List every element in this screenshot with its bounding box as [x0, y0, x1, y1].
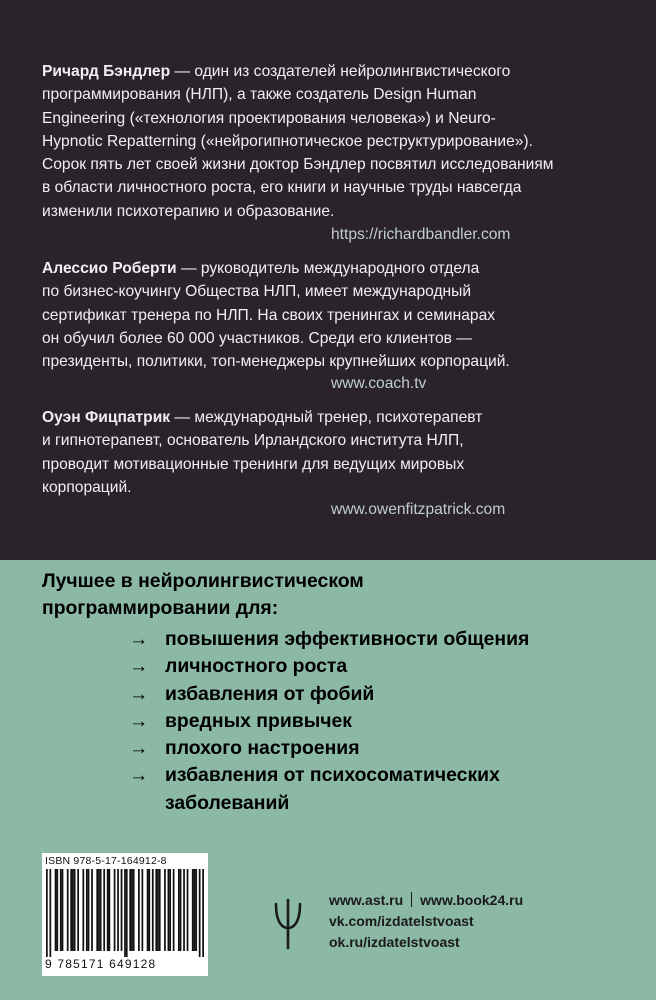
bandler-url[interactable]: https://richardbandler.com: [331, 226, 511, 243]
barcode-bar: [107, 869, 109, 951]
barcode-bar: [67, 869, 69, 951]
arrow-right-icon: →: [129, 764, 149, 787]
bio-fitzpatrick: Оуэн Фицпатрик — международный тренер, психотерапевт и гипнотерапевт, основатель Ирландского института НЛП, проводит мотивационные тренинги для ведущих мировых корпораций.: [42, 409, 483, 496]
barcode-bar: [155, 869, 157, 951]
list-item: → плохого настроения: [129, 735, 529, 762]
barcode-bar: [148, 869, 150, 951]
barcode-bar: [180, 869, 182, 951]
barcode-bar: [126, 869, 128, 957]
roberti-url[interactable]: www.coach.tv: [331, 375, 427, 392]
barcode-bar: [199, 869, 201, 957]
barcode-bar: [46, 869, 48, 957]
vk-link[interactable]: vk.com/izdatelstvoast: [329, 913, 474, 929]
isbn-label: ISBN 978-5-17-164912-8: [45, 855, 167, 867]
barcode-bar: [138, 869, 140, 951]
author-name: Ричард Бэндлер: [42, 63, 171, 80]
barcode-digits: 9 785171 649128: [45, 957, 157, 971]
benefits-lead: Лучшее в нейролингвистическом программировании для:: [42, 570, 364, 619]
barcode-bar: [62, 869, 64, 951]
barcode-bar: [86, 869, 88, 951]
barcode-bar: [133, 869, 135, 951]
list-item-continuation: заболеваний: [165, 791, 290, 814]
ok-link[interactable]: ok.ru/izdatelstvoast: [329, 934, 460, 950]
book24-link[interactable]: www.book24.ru: [420, 892, 524, 908]
author-name: Оуэн Фицпатрик: [42, 409, 171, 426]
barcode-bar: [74, 869, 76, 951]
barcode-bar: [124, 869, 126, 957]
arrow-right-icon: →: [129, 628, 149, 650]
barcode-bar: [100, 869, 102, 951]
barcode-bar: [131, 869, 133, 951]
barcode-bar: [56, 869, 58, 951]
barcode-bar: [168, 869, 170, 951]
barcode-bar: [141, 869, 143, 951]
barcode-bar: [91, 869, 93, 951]
arrow-right-icon: →: [129, 737, 149, 760]
arrow-right-icon: →: [129, 655, 149, 678]
barcode-bar: [60, 869, 62, 951]
barcode-bar: [103, 869, 105, 951]
barcode-bar: [117, 869, 119, 951]
barcode-bar: [159, 869, 161, 951]
barcode-bar: [178, 869, 180, 951]
barcode-bar: [152, 869, 154, 951]
list-item: → избавления от фобий: [129, 681, 529, 708]
arrow-right-icon: →: [129, 682, 149, 705]
barcode-bar: [195, 869, 197, 951]
barcode-bar: [72, 869, 74, 951]
benefits-list: [129, 626, 529, 817]
link-divider: [411, 892, 412, 907]
barcode-bar: [194, 869, 196, 951]
bio-bandler: Ричард Бэндлер — один из создателей нейролингвистического программирования (НЛП), а также создатель Design Human Engineering («технология проектирования человека») и Neuro- Hypnotic Repatterning («нейрогипнотическое реструктурирование»). Сорок пять лет своей жизни доктор Бэндлер посвятил исследованиям в области личностного роста, его книги и научные труды навсегда изменили психотерапию и образование.: [42, 63, 554, 220]
barcode-bar: [202, 869, 204, 957]
author-name: Алессио Роберти: [42, 260, 177, 277]
barcode-bar: [96, 869, 98, 951]
bio-roberti: Алессио Роберти — руководитель международного отдела по бизнес-коучингу Общества НЛП, имеет международный сертификат тренера по НЛП. На своих тренингах и семинарах он обучил более 60 000 участников. Среди его клиентов — президенты, политики, топ-менеджеры крупнейших корпораций.: [42, 260, 510, 371]
barcode-bar: [98, 869, 100, 951]
barcode-bars: [46, 869, 204, 957]
list-item: → повышения эффективности общения: [129, 626, 529, 653]
barcode-bar: [147, 869, 149, 951]
list-item: → вредных привычек: [129, 708, 529, 735]
list-item: → избавления от психосоматических: [129, 762, 529, 789]
isbn-barcode: [42, 853, 208, 976]
ast-link[interactable]: www.ast.ru: [329, 892, 404, 908]
barcode-bar: [88, 869, 90, 951]
barcode-bar: [70, 869, 72, 951]
publisher-links: [329, 890, 523, 953]
barcode-bar: [173, 869, 175, 951]
barcode-bar: [49, 869, 51, 957]
barcode-bar: [77, 869, 79, 951]
list-item: → личностного роста: [129, 653, 529, 680]
barcode-bar: [183, 869, 185, 951]
barcode-bar: [114, 869, 116, 951]
barcode-bar: [55, 869, 57, 951]
barcode-bar: [192, 869, 194, 951]
arrow-right-icon: →: [129, 709, 149, 732]
barcode-bar: [129, 869, 131, 951]
barcode-bar: [121, 869, 123, 951]
barcode-bar: [164, 869, 166, 951]
barcode-bar: [187, 869, 189, 951]
barcode-bar: [169, 869, 171, 951]
psi-logo-icon: [273, 898, 303, 950]
fitzpatrick-url[interactable]: www.owenfitzpatrick.com: [331, 501, 506, 518]
barcode-bar: [82, 869, 84, 951]
barcode-bar: [109, 869, 111, 951]
barcode-bar: [157, 869, 159, 951]
